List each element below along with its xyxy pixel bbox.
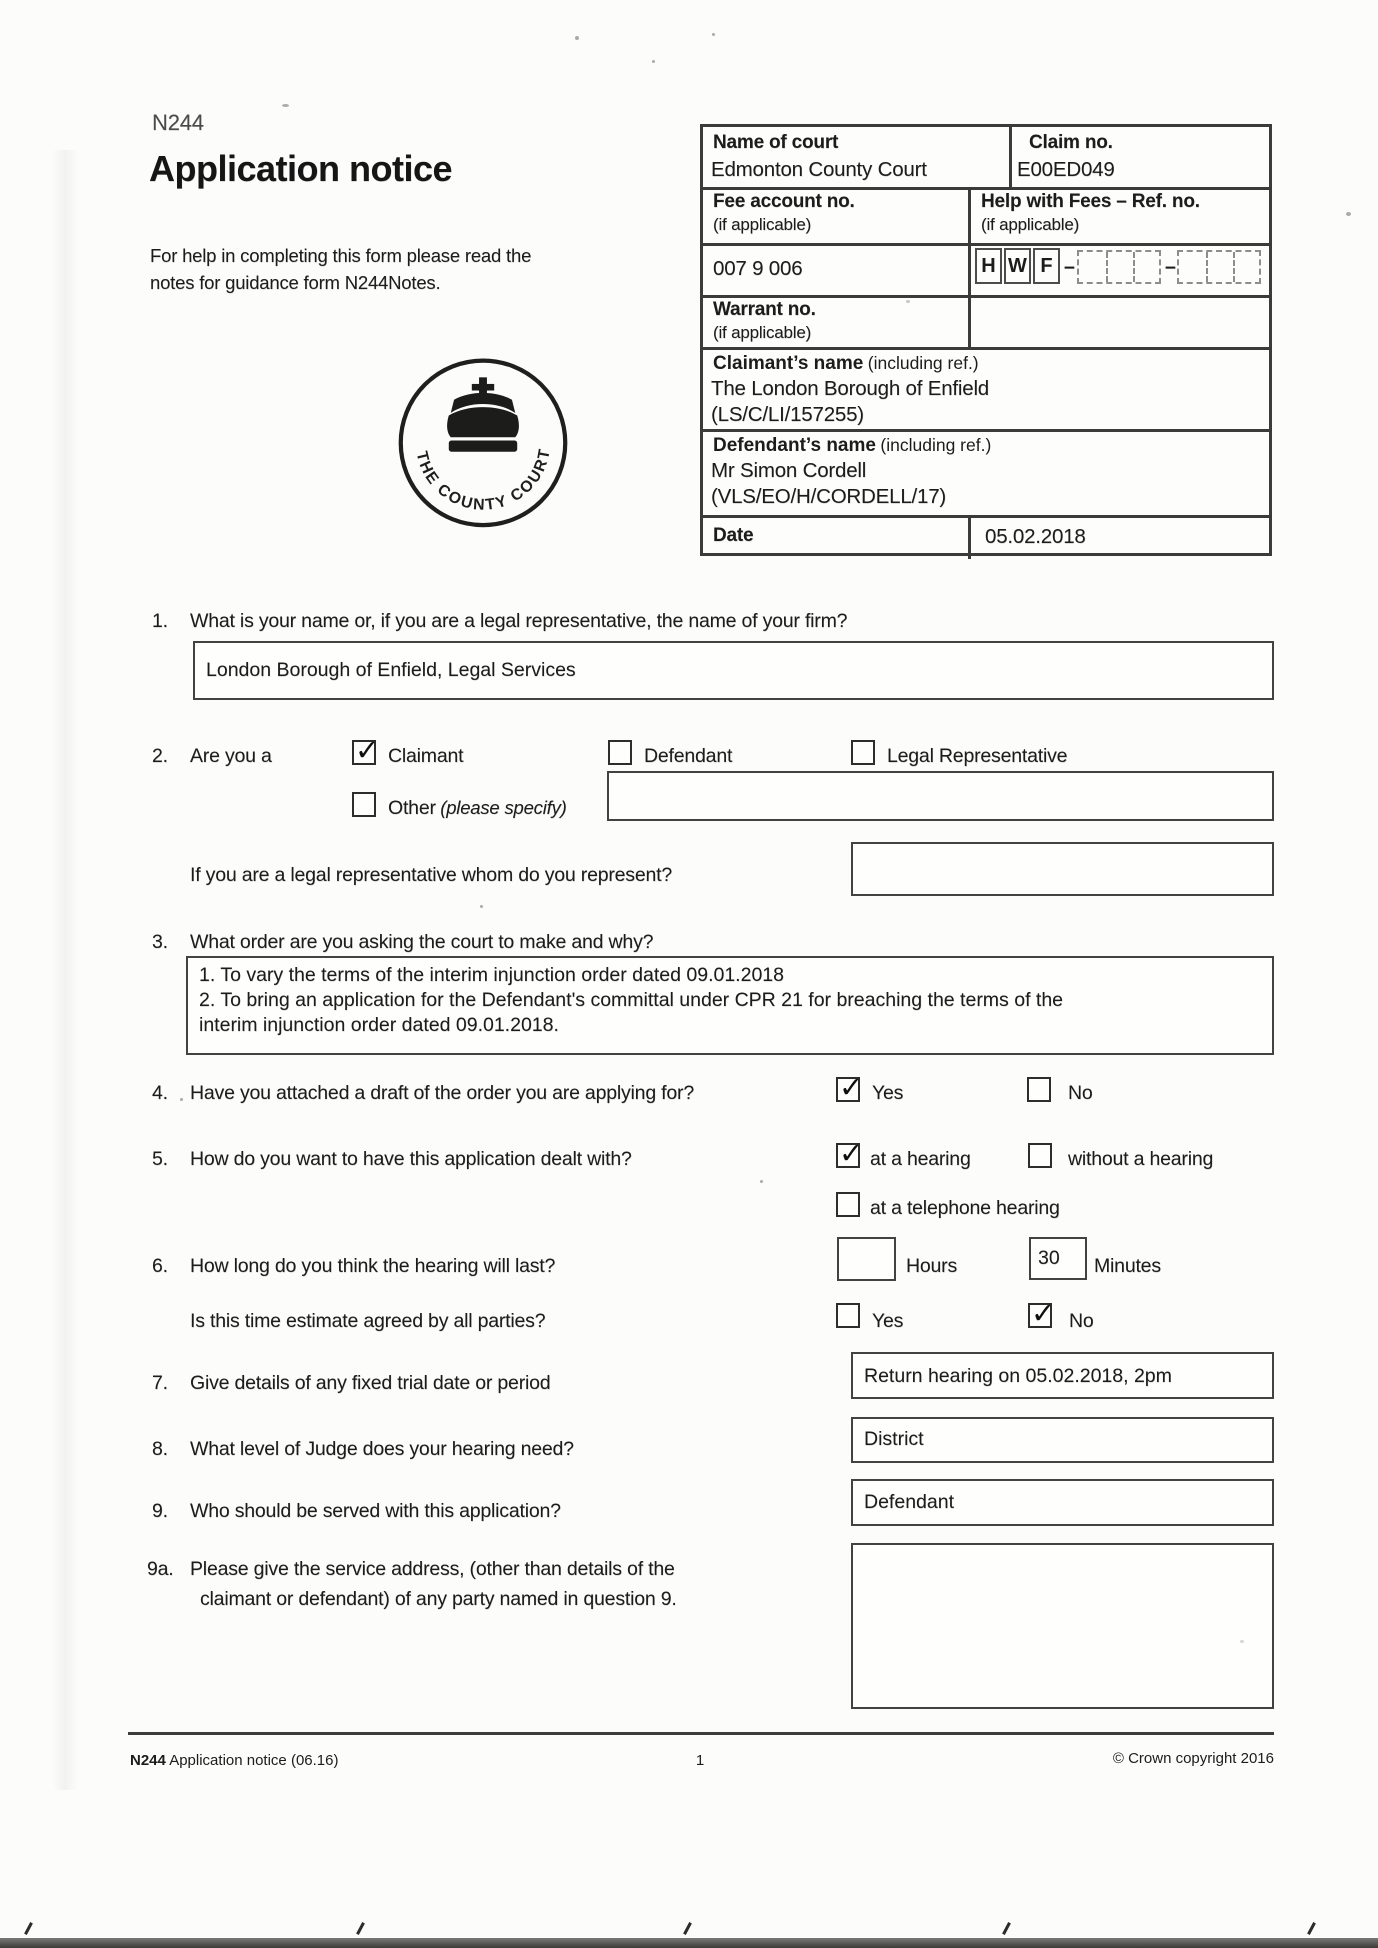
check-mark: ✓ <box>839 1070 864 1104</box>
check-mark: ✓ <box>839 1136 864 1170</box>
q9a-text-line1: Please give the service address, (other than details of the <box>190 1558 675 1580</box>
footer-rule <box>128 1732 1274 1735</box>
help-text: For help in completing this form please read the notes for guidance form N244Notes. <box>150 245 532 293</box>
q2-defendant-checkbox[interactable] <box>608 740 632 765</box>
claimant-name-value[interactable]: The London Borough of Enfield <box>711 377 989 400</box>
scan-speck <box>712 33 715 36</box>
table-col-divider <box>968 187 971 295</box>
defendant-label-sub: (including ref.) <box>880 435 992 455</box>
q7-number: 7. <box>152 1372 168 1394</box>
q3-answer-box[interactable] <box>186 956 1274 1055</box>
footer-copyright: © Crown copyright 2016 <box>1112 1750 1274 1767</box>
q9-answer-box[interactable] <box>851 1479 1274 1526</box>
q8-number: 8. <box>152 1438 168 1460</box>
warrant-sub: (if applicable) <box>713 323 812 342</box>
claimant-ref-value[interactable]: (LS/C/LI/157255) <box>711 403 864 426</box>
q1-text: What is your name or, if you are a legal representative, the name of your firm? <box>190 610 848 632</box>
q3-text: What order are you asking the court to make and why? <box>190 931 654 953</box>
q8-answer-box[interactable] <box>851 1417 1274 1463</box>
hwf-dash: – <box>1165 256 1176 278</box>
q6-agree-yes-label: Yes <box>872 1310 904 1332</box>
q2-claimant-label: Claimant <box>388 745 464 767</box>
claimant-name-label <box>713 353 979 375</box>
form-code: N244 <box>152 110 204 135</box>
hwf-cell-divider <box>1133 252 1135 282</box>
q9a-number: 9a. <box>147 1558 174 1580</box>
table-row-divider <box>703 187 1269 190</box>
scan-speck <box>652 60 655 63</box>
scan-edge-mark <box>1307 1922 1316 1935</box>
claimant-label-bold: Claimant’s name <box>713 353 864 374</box>
scan-speck <box>480 905 483 908</box>
stamp-text: THE COUNTY COURT <box>412 446 554 514</box>
page-title: Application notice <box>149 148 453 189</box>
table-row-divider <box>703 429 1269 432</box>
date-value[interactable]: 05.02.2018 <box>985 525 1086 548</box>
q3-answer-line: 1. To vary the terms of the interim injunction order dated 09.01.2018 <box>199 964 784 986</box>
help-with-fees-label: Help with Fees – Ref. no. <box>981 191 1200 212</box>
name-of-court-label: Name of court <box>713 132 839 153</box>
fee-account-value[interactable]: 007 9 006 <box>713 257 803 280</box>
scan-edge-mark <box>356 1922 365 1935</box>
table-row-divider <box>703 243 1269 246</box>
q6-hours-label: Hours <box>906 1255 958 1277</box>
q9-text: Who should be served with this application? <box>190 1500 561 1522</box>
check-mark: ✓ <box>1031 1296 1056 1330</box>
q2-legal-rep-label: Legal Representative <box>887 745 1068 767</box>
q3-answer-line: 2. To bring an application for the Defendant's committal under CPR 21 for breaching the terms of the <box>199 989 1064 1011</box>
q6-minutes-input-box[interactable] <box>1029 1237 1087 1280</box>
table-col-divider <box>968 295 971 347</box>
q1-number: 1. <box>152 610 168 632</box>
scan-edge-mark <box>683 1922 692 1935</box>
scan-bottom-strip <box>0 1938 1378 1948</box>
q5-text: How do you want to have this application dealt with? <box>190 1148 632 1170</box>
table-row-divider <box>703 295 1269 298</box>
q6-agree-yes-checkbox[interactable] <box>836 1303 860 1328</box>
hwf-dash: – <box>1064 256 1075 278</box>
q4-yes-checkbox[interactable] <box>836 1070 864 1104</box>
q2-other-label <box>388 797 567 820</box>
date-label: Date <box>713 525 754 546</box>
defendant-name-label <box>713 435 991 457</box>
q3-number: 3. <box>152 931 168 953</box>
q2-other-label-note: (please specify) <box>440 797 567 818</box>
crown-icon <box>447 377 519 451</box>
claim-no-value[interactable]: E00ED049 <box>1017 158 1115 181</box>
claimant-label-sub: (including ref.) <box>867 353 979 373</box>
footer-left <box>130 1752 338 1769</box>
q2-legal-rep-checkbox[interactable] <box>851 740 875 765</box>
defendant-name-value[interactable]: Mr Simon Cordell <box>711 459 867 482</box>
q6-agree-no-checkbox[interactable] <box>1028 1296 1056 1330</box>
hwf-ref-input[interactable] <box>1177 250 1261 284</box>
footer-page-number: 1 <box>695 1752 705 1769</box>
q9a-text-line2: claimant or defendant) of any party named in question 9. <box>200 1588 677 1610</box>
scan-edge-mark <box>1002 1922 1011 1935</box>
hwf-ref-input[interactable] <box>1077 250 1161 284</box>
q8-answer: District <box>864 1428 924 1450</box>
q2-defendant-label: Defendant <box>644 745 733 767</box>
scan-speck <box>575 36 579 40</box>
q2-text: Are you a <box>190 745 272 767</box>
table-row-divider <box>703 347 1269 350</box>
warrant-label: Warrant no. <box>713 299 816 320</box>
q6-agree-text: Is this time estimate agreed by all parties? <box>190 1310 546 1332</box>
name-of-court-value[interactable]: Edmonton County Court <box>711 158 927 181</box>
q4-no-label: No <box>1068 1082 1093 1104</box>
q5-telephone-label: at a telephone hearing <box>870 1197 1060 1219</box>
footer-form-code: N244 <box>130 1752 166 1769</box>
court-details-table <box>700 124 1272 556</box>
svg-text:THE COUNTY COURT <box>413 446 554 514</box>
scan-edge-mark <box>24 1922 33 1935</box>
q9a-service-address-box[interactable] <box>851 1543 1274 1709</box>
q4-text: Have you attached a draft of the order you are applying for? <box>190 1082 694 1104</box>
q6-minutes-label: Minutes <box>1094 1255 1161 1277</box>
scan-speck <box>180 1098 183 1101</box>
scan-left-band <box>52 150 78 1790</box>
q7-answer-box[interactable] <box>851 1352 1274 1399</box>
table-col-divider <box>1009 127 1012 187</box>
q9-answer: Defendant <box>864 1491 954 1513</box>
q1-answer-box[interactable] <box>193 641 1274 700</box>
defendant-ref-value[interactable]: (VLS/EO/H/CORDELL/17) <box>711 485 947 508</box>
q5-without-hearing-checkbox[interactable] <box>1028 1143 1052 1168</box>
hwf-letter-box: W <box>1004 248 1031 284</box>
fee-account-sub: (if applicable) <box>713 215 812 234</box>
q5-at-hearing-label: at a hearing <box>870 1148 971 1170</box>
q6-text: How long do you think the hearing will last? <box>190 1255 556 1277</box>
q4-yes-label: Yes <box>872 1082 904 1104</box>
claim-no-label: Claim no. <box>1029 132 1113 153</box>
q7-text: Give details of any fixed trial date or period <box>190 1372 551 1394</box>
q6-minutes-value: 30 <box>1038 1247 1060 1269</box>
q8-text: What level of Judge does your hearing need? <box>190 1438 574 1460</box>
table-row-divider <box>703 515 1269 518</box>
help-with-fees-sub: (if applicable) <box>981 215 1080 234</box>
q1-answer: London Borough of Enfield, Legal Services <box>206 659 576 681</box>
q6-number: 6. <box>152 1255 168 1277</box>
hwf-cell-divider <box>1233 252 1235 282</box>
q2-legal-rep-input-box[interactable] <box>851 842 1274 896</box>
q5-telephone-checkbox[interactable] <box>836 1192 860 1217</box>
q2-number: 2. <box>152 745 168 767</box>
scan-speck <box>760 1180 763 1183</box>
check-mark: ✓ <box>355 733 380 767</box>
hwf-letter-box: F <box>1033 248 1060 284</box>
q6-hours-input-box[interactable] <box>837 1237 896 1281</box>
table-col-divider <box>968 515 971 559</box>
fee-account-label: Fee account no. <box>713 191 855 212</box>
q7-answer: Return hearing on 05.02.2018, 2pm <box>864 1365 1172 1387</box>
q5-without-hearing-label: without a hearing <box>1068 1148 1214 1170</box>
scan-speck <box>282 104 289 107</box>
q2-other-checkbox[interactable] <box>352 792 376 817</box>
scan-speck <box>1346 212 1351 216</box>
q2-claimant-checkbox[interactable] <box>352 733 380 767</box>
q9-number: 9. <box>152 1500 168 1522</box>
hwf-letter-box: H <box>975 248 1002 284</box>
q3-answer-line: interim injunction order dated 09.01.2018. <box>199 1014 559 1036</box>
q2-other-input-box[interactable] <box>607 771 1274 821</box>
county-court-stamp <box>388 350 578 543</box>
hwf-cell-divider <box>1106 252 1108 282</box>
q2-other-label-text: Other <box>388 797 436 819</box>
q2-legal-rep-question: If you are a legal representative whom do you represent? <box>190 864 673 886</box>
footer-form-title: Application notice (06.16) <box>165 1752 339 1769</box>
defendant-label-bold: Defendant’s name <box>713 435 876 456</box>
q6-agree-no-label: No <box>1069 1310 1094 1332</box>
hwf-cell-divider <box>1206 252 1208 282</box>
q4-no-checkbox[interactable] <box>1027 1077 1051 1102</box>
q5-at-hearing-checkbox[interactable] <box>836 1136 864 1170</box>
q4-number: 4. <box>152 1082 168 1104</box>
q5-number: 5. <box>152 1148 168 1170</box>
